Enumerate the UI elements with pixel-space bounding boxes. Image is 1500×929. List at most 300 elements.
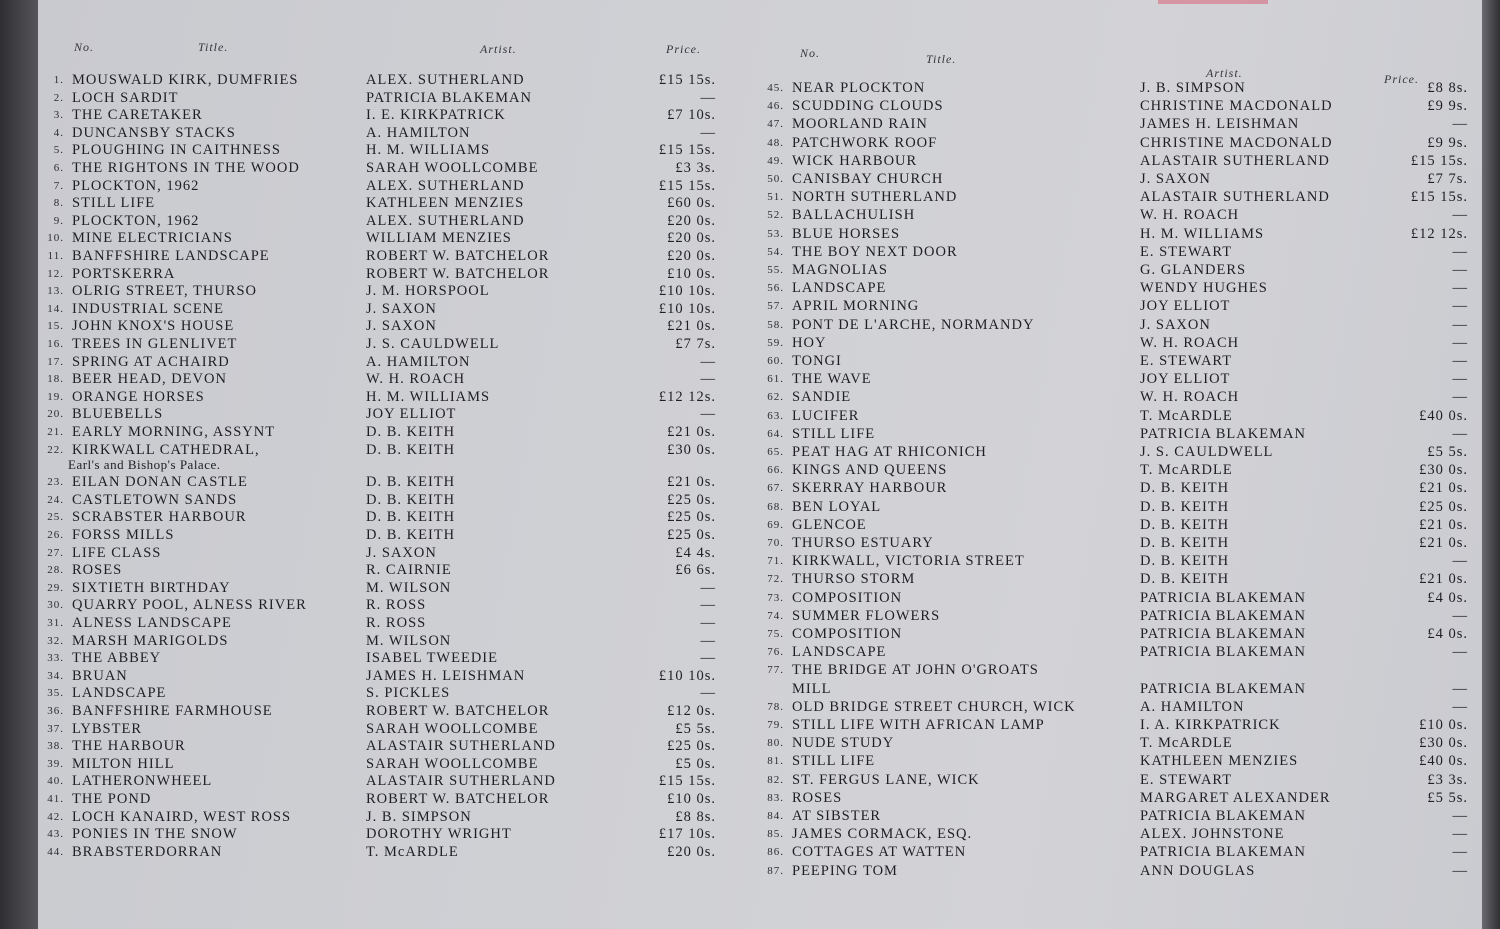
- artist-name: WILLIAM MENZIES: [366, 230, 512, 247]
- catalogue-number: 6.: [53, 162, 64, 174]
- catalogue-number: 55.: [767, 264, 784, 276]
- catalogue-number: 11.: [47, 250, 64, 262]
- price: £10 0s.: [1419, 717, 1468, 733]
- artist-name: T. McARDLE: [1140, 407, 1233, 424]
- artist-name: D. B. KEITH: [366, 527, 456, 543]
- catalogue-number: 51.: [767, 191, 784, 204]
- price: £40 0s.: [1419, 407, 1468, 424]
- catalogue-number: 12.: [47, 267, 64, 280]
- price: £9 9s.: [1427, 98, 1468, 115]
- price: £21 0s.: [667, 318, 716, 335]
- painting-title: EARLY MORNING, ASSYNT: [72, 424, 276, 440]
- price: —: [700, 650, 716, 667]
- catalogue-number: 79.: [767, 719, 784, 731]
- catalogue-number: 41.: [47, 793, 64, 805]
- painting-title: PLOCKTON, 1962: [72, 212, 200, 229]
- catalogue-number: 39.: [47, 757, 64, 770]
- catalogue-number: 53.: [767, 227, 784, 240]
- painting-title: BLUE HORSES: [792, 225, 901, 242]
- price: —: [1452, 371, 1468, 388]
- painting-title: EILAN DONAN CASTLE: [72, 474, 248, 491]
- catalogue-number: 50.: [767, 173, 784, 185]
- painting-title: SPRING AT ACHAIRD: [72, 353, 230, 370]
- painting-title: APRIL MORNING: [792, 298, 920, 315]
- painting-title: LIFE CLASS: [72, 544, 162, 561]
- artist-name: JOY ELLIOT: [366, 406, 457, 423]
- price: £10 10s.: [658, 283, 716, 300]
- catalogue-number: 30.: [47, 599, 64, 612]
- artist-name: H. M. WILLIAMS: [366, 142, 491, 159]
- artist-name: PATRICIA BLAKEMAN: [1140, 607, 1306, 624]
- price: £12 12s.: [1410, 225, 1468, 242]
- artist-name: JAMES H. LEISHMAN: [1140, 116, 1300, 133]
- price: —: [700, 371, 716, 388]
- artist-name: I. A. KIRKPATRICK: [1140, 717, 1281, 733]
- artist-name: D. B. KEITH: [366, 424, 456, 440]
- catalogue-number: 2.: [53, 91, 64, 104]
- price: £21 0s.: [1419, 571, 1468, 588]
- artist-name: CHRISTINE MACDONALD: [1140, 134, 1333, 151]
- catalogue-number: 85.: [767, 828, 784, 841]
- painting-title: DUNCANSBY STACKS: [72, 124, 236, 141]
- artist-name: ALEX. SUTHERLAND: [366, 177, 525, 194]
- artist-name: S. PICKLES: [366, 685, 451, 702]
- painting-title: MOORLAND RAIN: [792, 116, 928, 133]
- catalogue-number: 23.: [47, 476, 64, 489]
- painting-title: COTTAGES AT WATTEN: [792, 844, 967, 861]
- artist-name: J. S. CAULDWELL: [1140, 444, 1274, 460]
- painting-title: INDUSTRIAL SCENE: [72, 300, 225, 317]
- price: £21 0s.: [1419, 480, 1468, 497]
- artist-name: R. ROSS: [366, 615, 427, 631]
- artist-name: A. HAMILTON: [366, 124, 471, 141]
- artist-name: PATRICIA BLAKEMAN: [1140, 808, 1306, 824]
- price: £15 15s.: [1410, 152, 1468, 169]
- painting-title: NUDE STUDY: [792, 735, 895, 752]
- price: £17 10s.: [658, 826, 716, 843]
- artist-name: J. M. HORSPOOL: [366, 283, 490, 300]
- artist-name: E. STEWART: [1140, 353, 1233, 369]
- price: £30 0s.: [1419, 462, 1468, 479]
- catalogue-number: 32.: [47, 634, 64, 647]
- price: £4 0s.: [1427, 626, 1468, 642]
- painting-title: NORTH SUTHERLAND: [792, 189, 958, 206]
- price: £10 10s.: [658, 667, 716, 684]
- painting-title: BRUAN: [72, 667, 128, 684]
- price: —: [700, 353, 716, 370]
- painting-title: BANFFSHIRE FARMHOUSE: [72, 703, 273, 719]
- header-artist-left: Artist.: [480, 42, 517, 56]
- price: —: [700, 579, 716, 596]
- catalogue-number: 26.: [47, 529, 64, 541]
- artist-name: CHRISTINE MACDONALD: [1140, 98, 1333, 115]
- price: £3 3s.: [675, 160, 716, 176]
- artist-name: D. B. KEITH: [1140, 480, 1230, 497]
- painting-title: STILL LIFE: [72, 195, 156, 212]
- artist-name: D. B. KEITH: [1140, 571, 1230, 588]
- artist-name: ROBERT W. BATCHELOR: [366, 791, 550, 807]
- catalogue-number: 77.: [767, 664, 784, 677]
- painting-title: THE WAVE: [792, 371, 872, 388]
- catalogue-number: 10.: [47, 232, 64, 245]
- photo-edge-right: [1482, 0, 1500, 929]
- painting-title: GLENCOE: [792, 516, 867, 533]
- catalogue-number: 18.: [47, 373, 64, 386]
- artist-name: PATRICIA BLAKEMAN: [366, 89, 532, 106]
- price: £7 7s.: [1427, 171, 1468, 187]
- catalogue-number: 33.: [47, 652, 64, 665]
- catalogue-number: 71.: [767, 555, 784, 568]
- artist-name: ALASTAIR SUTHERLAND: [366, 738, 556, 755]
- painting-title: BANFFSHIRE LANDSCAPE: [72, 248, 270, 264]
- catalogue-number: 70.: [767, 537, 784, 549]
- header-title-left: Title.: [198, 40, 229, 54]
- catalogue-number: 56.: [767, 282, 784, 295]
- painting-title: THE HARBOUR: [72, 738, 186, 755]
- price: —: [700, 89, 716, 106]
- catalogue-number: 22.: [47, 443, 64, 456]
- painting-title: MILTON HILL: [72, 755, 175, 772]
- price: —: [700, 615, 716, 631]
- catalogue-number: 76.: [767, 646, 784, 659]
- catalogue-number: 5.: [53, 144, 64, 157]
- catalogue-number: 62.: [767, 391, 784, 404]
- price: —: [1452, 207, 1468, 224]
- catalogue-number: 78.: [767, 700, 784, 713]
- painting-title: LANDSCAPE: [792, 280, 887, 297]
- artist-name: J. SAXON: [1140, 171, 1211, 187]
- painting-title: THE BOY NEXT DOOR: [792, 243, 958, 260]
- price: —: [1452, 826, 1468, 843]
- price: —: [1452, 298, 1468, 315]
- price: £15 15s.: [658, 773, 716, 790]
- painting-title: SIXTIETH BIRTHDAY: [72, 579, 231, 596]
- artist-name: DOROTHY WRIGHT: [366, 826, 512, 843]
- catalogue-number: 60.: [767, 355, 784, 367]
- price: —: [1452, 862, 1468, 879]
- price: £5 5s.: [1427, 789, 1468, 806]
- price: —: [1452, 334, 1468, 351]
- price: —: [700, 406, 716, 423]
- catalogue-number: 17.: [47, 355, 64, 368]
- catalogue-number: 48.: [767, 136, 784, 149]
- catalogue-number: 80.: [767, 737, 784, 750]
- price: £5 5s.: [1427, 444, 1468, 460]
- price: —: [1452, 262, 1468, 278]
- artist-name: ROBERT W. BATCHELOR: [366, 248, 550, 264]
- price: £25 0s.: [667, 491, 716, 508]
- artist-name: E. STEWART: [1140, 243, 1233, 260]
- artist-name: ALASTAIR SUTHERLAND: [1140, 189, 1330, 206]
- catalogue-number: 67.: [767, 482, 784, 495]
- catalogue-number: 69.: [767, 518, 784, 531]
- painting-title: SCUDDING CLOUDS: [792, 98, 944, 115]
- artist-name: JOY ELLIOT: [1140, 298, 1231, 315]
- painting-title: PLOCKTON, 1962: [72, 177, 200, 194]
- catalogue-number: 68.: [767, 500, 784, 513]
- price: £25 0s.: [667, 509, 716, 526]
- price: £21 0s.: [1419, 535, 1468, 551]
- painting-title: THE CARETAKER: [72, 107, 203, 124]
- catalogue-number: 86.: [767, 846, 784, 859]
- painting-title: JAMES CORMACK, ESQ.: [792, 826, 973, 843]
- artist-name: W. H. ROACH: [1140, 389, 1240, 406]
- painting-title: AT SIBSTER: [792, 808, 882, 824]
- catalogue-number: 45.: [767, 82, 784, 94]
- catalogue-number: 59.: [767, 336, 784, 349]
- painting-title: PATCHWORK ROOF: [792, 134, 938, 151]
- painting-title: THURSO ESTUARY: [792, 535, 934, 551]
- artist-name: H. M. WILLIAMS: [366, 388, 491, 405]
- catalogue-number: 24.: [47, 493, 64, 506]
- photo-edge-left: [0, 0, 38, 929]
- price: £21 0s.: [667, 474, 716, 491]
- price: —: [1452, 280, 1468, 297]
- painting-title: STILL LIFE WITH AFRICAN LAMP: [792, 717, 1045, 733]
- price: £20 0s.: [667, 843, 716, 860]
- price: —: [1452, 680, 1468, 697]
- artist-name: T. McARDLE: [1140, 735, 1233, 752]
- price: £60 0s.: [667, 195, 716, 212]
- price: £5 0s.: [675, 755, 716, 772]
- price: £8 8s.: [675, 808, 716, 825]
- catalogue-number: 61.: [767, 373, 784, 386]
- artist-name: D. B. KEITH: [1140, 553, 1230, 570]
- painting-title: LATHERONWHEEL: [72, 773, 213, 790]
- painting-title: FORSS MILLS: [72, 527, 175, 543]
- painting-title: BRABSTERDORRAN: [72, 843, 223, 860]
- artist-name: SARAH WOOLLCOMBE: [366, 160, 539, 176]
- catalogue-number: 46.: [767, 100, 784, 113]
- painting-title: OLD BRIDGE STREET CHURCH, WICK: [792, 698, 1076, 715]
- price: £3 3s.: [1427, 771, 1468, 788]
- price: £30 0s.: [1419, 735, 1468, 752]
- artist-name: MARGARET ALEXANDER: [1140, 789, 1331, 806]
- price: £15 15s.: [1410, 189, 1468, 206]
- artist-name: SARAH WOOLLCOMBE: [366, 755, 539, 772]
- artist-name: PATRICIA BLAKEMAN: [1140, 626, 1306, 642]
- artist-name: E. STEWART: [1140, 771, 1233, 788]
- artist-name: SARAH WOOLLCOMBE: [366, 720, 539, 737]
- painting-title: LANDSCAPE: [792, 644, 887, 661]
- catalogue-number: 29.: [47, 581, 64, 594]
- catalogue-number: 74.: [767, 609, 784, 622]
- price: —: [1452, 553, 1468, 570]
- catalogue-number: 63.: [767, 409, 784, 422]
- artist-name: ALEX. JOHNSTONE: [1140, 826, 1285, 843]
- header-price-left: Price.: [666, 42, 701, 56]
- artist-name: J. SAXON: [366, 318, 437, 335]
- painting-title: BLUEBELLS: [72, 406, 164, 423]
- artist-name: ROBERT W. BATCHELOR: [366, 265, 550, 282]
- painting-title: KINGS AND QUEENS: [792, 462, 948, 479]
- price: —: [1452, 808, 1468, 824]
- artist-name: J. SAXON: [366, 544, 437, 561]
- artist-name: KATHLEEN MENZIES: [1140, 753, 1299, 770]
- painting-title: MOUSWALD KIRK, DUMFRIES: [72, 72, 299, 88]
- price: —: [1452, 353, 1468, 369]
- catalogue-number: 14.: [47, 302, 64, 315]
- artist-name: D. B. KEITH: [366, 441, 456, 458]
- artist-name: D. B. KEITH: [366, 474, 456, 491]
- painting-title: HOY: [792, 334, 827, 351]
- price: —: [1452, 389, 1468, 406]
- artist-name: J. B. SIMPSON: [1140, 80, 1246, 96]
- price: £12 12s.: [658, 388, 716, 405]
- catalogue-number: 49.: [767, 154, 784, 167]
- catalogue-number: 57.: [767, 300, 784, 313]
- painting-title: CASTLETOWN SANDS: [72, 491, 238, 508]
- catalogue-number: 4.: [53, 126, 64, 139]
- price: £8 8s.: [1427, 80, 1468, 96]
- painting-title: BALLACHULISH: [792, 207, 916, 224]
- painting-title: MARSH MARIGOLDS: [72, 632, 229, 649]
- price: —: [700, 632, 716, 649]
- artist-name: H. M. WILLIAMS: [1140, 225, 1265, 242]
- catalogue-number: 40.: [47, 775, 64, 788]
- artist-name: M. WILSON: [366, 632, 452, 649]
- painting-title: NEAR PLOCKTON: [792, 80, 926, 96]
- artist-name: A. HAMILTON: [1140, 698, 1245, 715]
- painting-title: MAGNOLIAS: [792, 262, 888, 278]
- artist-name: D. B. KEITH: [1140, 498, 1230, 515]
- price: £21 0s.: [1419, 516, 1468, 533]
- artist-name: G. GLANDERS: [1140, 262, 1247, 278]
- artist-name: M. WILSON: [366, 579, 452, 596]
- artist-name: W. H. ROACH: [366, 371, 466, 388]
- catalogue-number: 42.: [47, 810, 64, 823]
- price: £7 7s.: [675, 336, 716, 352]
- painting-title: THE POND: [72, 791, 152, 807]
- artist-name: ANN DOUGLAS: [1140, 862, 1256, 879]
- painting-title: BEER HEAD, DEVON: [72, 371, 227, 388]
- painting-title: PLOUGHING IN CAITHNESS: [72, 142, 281, 159]
- artist-name: JOY ELLIOT: [1140, 371, 1231, 388]
- catalogue-number: 31.: [47, 617, 64, 629]
- painting-subtitle: Earl's and Bishop's Palace.: [68, 456, 221, 472]
- painting-title: ROSES: [72, 562, 123, 579]
- price: £25 0s.: [667, 527, 716, 543]
- catalogue-number: 15.: [47, 320, 64, 333]
- price: £12 0s.: [667, 703, 716, 719]
- header-title-right: Title.: [926, 52, 957, 66]
- artist-name: T. McARDLE: [366, 843, 459, 860]
- painting-title: CANISBAY CHURCH: [792, 171, 944, 187]
- artist-name: PATRICIA BLAKEMAN: [1140, 425, 1306, 442]
- price: £21 0s.: [667, 424, 716, 440]
- painting-title: LOCH KANAIRD, WEST ROSS: [72, 808, 292, 825]
- painting-title: STILL LIFE: [792, 753, 876, 770]
- catalogue-number: 13.: [47, 285, 64, 298]
- price: £20 0s.: [667, 212, 716, 229]
- catalogue-number: 82.: [767, 773, 784, 786]
- painting-title: THE BRIDGE AT JOHN O'GROATS: [792, 662, 1039, 679]
- price: £5 5s.: [675, 720, 716, 737]
- price: £25 0s.: [667, 738, 716, 755]
- price: —: [1452, 425, 1468, 442]
- painting-title: LYBSTER: [72, 720, 142, 737]
- catalogue-number: 36.: [47, 705, 64, 717]
- price: £7 10s.: [667, 107, 716, 124]
- catalogue-number: 64.: [767, 427, 784, 440]
- artist-name: PATRICIA BLAKEMAN: [1140, 589, 1306, 606]
- artist-name: I. E. KIRKPATRICK: [366, 107, 506, 124]
- catalogue-number: 83.: [767, 791, 784, 804]
- painting-title: SUMMER FLOWERS: [792, 607, 941, 624]
- painting-title: COMPOSITION: [792, 626, 903, 642]
- price: —: [1452, 844, 1468, 861]
- painting-title: KIRKWALL CATHEDRAL,: [72, 441, 260, 458]
- catalogue-number: 73.: [767, 591, 784, 604]
- price: £10 0s.: [667, 791, 716, 807]
- artist-name: ALEX. SUTHERLAND: [366, 212, 525, 229]
- artist-name: ALASTAIR SUTHERLAND: [366, 773, 556, 790]
- price: £4 4s.: [675, 544, 716, 561]
- catalogue-number: 19.: [47, 390, 64, 403]
- artist-name: D. B. KEITH: [1140, 535, 1230, 551]
- artist-name: ALASTAIR SUTHERLAND: [1140, 152, 1330, 169]
- painting-title: ALNESS LANDSCAPE: [72, 615, 232, 631]
- price: —: [700, 597, 716, 614]
- painting-title: JOHN KNOX'S HOUSE: [72, 318, 235, 335]
- painting-title: STILL LIFE: [792, 425, 876, 442]
- artist-name: D. B. KEITH: [366, 509, 456, 526]
- catalogue-number: 38.: [47, 740, 64, 753]
- price: £10 10s.: [658, 300, 716, 317]
- price: £6 6s.: [675, 562, 716, 579]
- painting-title: TREES IN GLENLIVET: [72, 336, 238, 352]
- catalogue-number: 44.: [47, 845, 64, 858]
- price: £25 0s.: [1419, 498, 1468, 515]
- artist-name: J. S. CAULDWELL: [366, 336, 500, 352]
- price: —: [1452, 698, 1468, 715]
- page-mark: [1158, 0, 1268, 4]
- price: £15 15s.: [658, 72, 716, 88]
- artist-name: R. ROSS: [366, 597, 427, 614]
- painting-title: THE ABBEY: [72, 650, 162, 667]
- price: —: [1452, 116, 1468, 133]
- catalogue-number: 43.: [47, 828, 64, 841]
- artist-name: JAMES H. LEISHMAN: [366, 667, 526, 684]
- catalogue-number: 81.: [767, 755, 784, 768]
- price: —: [1452, 243, 1468, 260]
- price: £30 0s.: [667, 441, 716, 458]
- price: —: [1452, 316, 1468, 333]
- painting-title: SANDIE: [792, 389, 852, 406]
- price: —: [700, 124, 716, 141]
- catalogue-number: 9.: [53, 214, 64, 227]
- catalogue-number: 66.: [767, 464, 784, 477]
- artist-name: PATRICIA BLAKEMAN: [1140, 844, 1306, 861]
- price: £4 0s.: [1427, 589, 1468, 606]
- artist-name: A. HAMILTON: [366, 353, 471, 370]
- painting-title: SKERRAY HARBOUR: [792, 480, 948, 497]
- artist-name: W. H. ROACH: [1140, 207, 1240, 224]
- artist-name: ISABEL TWEEDIE: [366, 650, 498, 667]
- painting-title: ORANGE HORSES: [72, 388, 205, 405]
- price: —: [1452, 607, 1468, 624]
- price: £40 0s.: [1419, 753, 1468, 770]
- painting-title: PEEPING TOM: [792, 862, 898, 879]
- painting-title: PONIES IN THE SNOW: [72, 826, 238, 843]
- catalogue-number: 28.: [47, 564, 64, 577]
- painting-title: BEN LOYAL: [792, 498, 882, 515]
- price: —: [700, 685, 716, 702]
- price: £15 15s.: [658, 177, 716, 194]
- catalogue-number: 72.: [767, 573, 784, 586]
- painting-title: MILL: [792, 680, 832, 697]
- painting-title: COMPOSITION: [792, 589, 903, 606]
